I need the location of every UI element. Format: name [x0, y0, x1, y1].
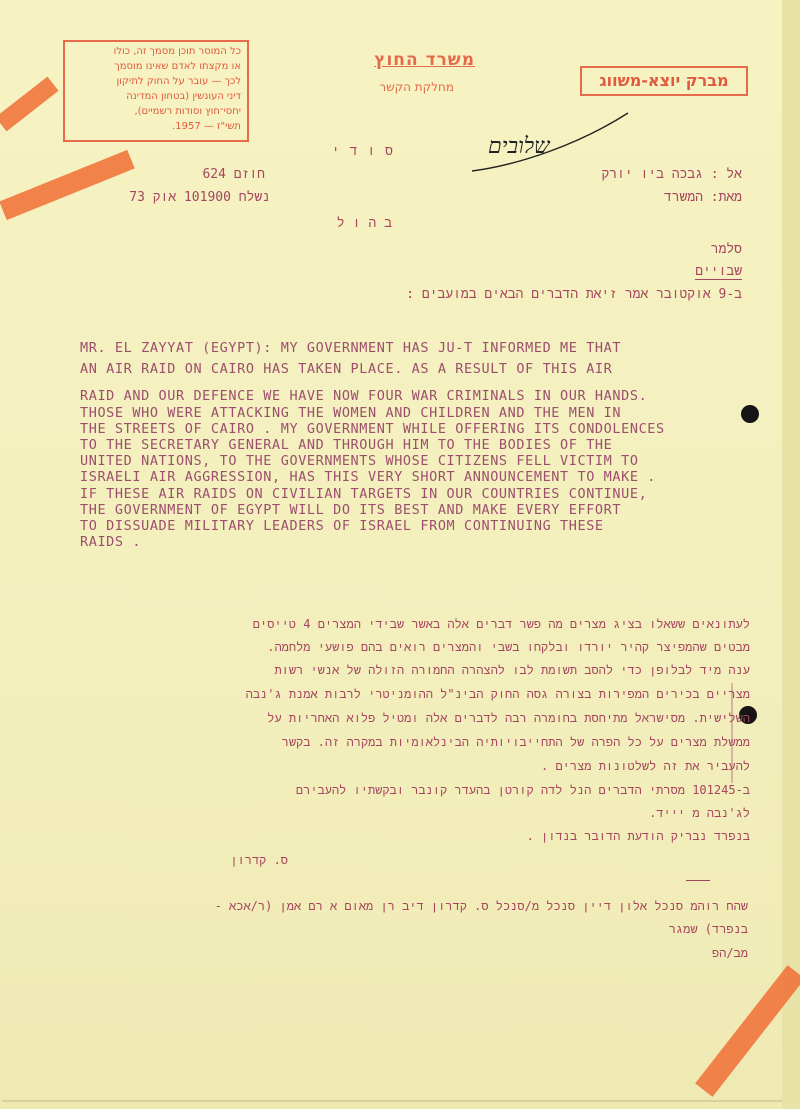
quote-line: RAIDS . [80, 534, 142, 551]
ministry-title: משרד החוץ [374, 50, 475, 70]
stamp-line: כל המוסר תוכן מסמך זה, כולו [113, 46, 241, 57]
intro-line: ב-9 אוקטובר אמר זיאת הדברים הבאים במועבים : [406, 287, 742, 302]
quote-line: TO THE SECRETARY GENERAL AND THROUGH HIM TO THE BODIES OF THE [80, 437, 613, 454]
classification-label: סודי [331, 144, 403, 159]
dispatch-stamp: מברק יוצא-משווג [580, 66, 748, 96]
body-line: להעביר את זה לשלטונות מצרים . [541, 759, 750, 773]
page-edge [782, 0, 800, 1109]
body-line: ענה מיד לבלופן כדי להסב תשומת לבו להצהרה החמורה הזולה של אנשי רשות [274, 663, 750, 677]
quote-line: RAID AND OUR DEFENCE WE HAVE NOW FOUR WAR CRIMINALS IN OUR HANDS. [80, 388, 648, 405]
stamp-line: לכך — עובר על החוק לתיקון [116, 76, 241, 87]
stamp-line: דיני העונשין (בטחון המדינה [126, 91, 241, 102]
quote-line: THE GOVERNMENT OF EGYPT WILL DO ITS BEST AND MAKE EVERY EFFORT [80, 501, 622, 518]
body-line: השלישית. מסישראל מתיחסת בחומרה רבה לדברים אלה ומטיל פלוא האחריות על [267, 711, 750, 725]
quote-line: TO DISSUADE MILITARY LEADERS OF ISRAEL FROM CONTINUING THESE [80, 518, 604, 535]
stamp-line: תשי"ז — 1957. [172, 121, 241, 132]
english-quote [80, 340, 740, 550]
stamp-line: או מקצתו לאדם שאינו מוסמך [114, 61, 241, 72]
handwritten-text: שלובים [488, 134, 550, 159]
distribution-line: שהח רוהמ סנכל אלון דיין סנכל מ/סנכל ס. קדרון דיב רן מאום א רם אמן (ר/אכא - [214, 899, 748, 913]
subject-line: שבויים [695, 264, 742, 279]
legal-warning-stamp [63, 40, 249, 142]
stamp-line: יחסי־חוץ וסודות רשמיים), [134, 106, 241, 117]
body-line: בנפרד נבריק הודעת הדובר בנדון . [526, 829, 750, 843]
cipher-number: חוזם 624 [202, 167, 265, 182]
body-line: ב-101245 מסרתי הדברים הנל לדה קורטן בהעדר קונבר ובקשתיו להעבירם [295, 783, 750, 797]
body-line: ממשלת מצרים על כל הפרה של התחייבויותיה הבינלאומיות במקרה זה. בקשר [281, 735, 750, 749]
body-line: מצריים בכירים המפירות בצורה גסה החוק הבינ"ל ההומניטרי לרבות אמנת ג'נבה [245, 687, 750, 701]
distribution-line: מב/הפ [711, 946, 748, 960]
signature: ס. קדרון [230, 853, 288, 867]
quote-line: IF THESE AIR RAIDS ON CIVILIAN TARGETS IN OUR COUNTRIES CONTINUE, [80, 485, 648, 502]
body-line: לעתונאים ששאלו בציג מצרים מה פשר דברים אלה באשר שבידי המצרים 4 טייסים [252, 617, 750, 631]
urgency-label: בהול [336, 216, 400, 231]
punch-hole [741, 405, 759, 423]
body-line: לג'נבה מ יייד. [649, 806, 750, 820]
to-line: אל : גבכה ביו יורק [601, 167, 742, 182]
from-line: מאת: המשרד [663, 190, 742, 205]
salutation: סלמר [710, 242, 742, 257]
distribution-line: בנפרד) שמגר [668, 922, 748, 936]
body-line: מבטים שהמפיצר קהיר יורדו ובלקחו בשבי והמצרים רואים בהם פושעי מלחמה. [267, 640, 750, 654]
sent-time: נשלח 101900 אוק 73 [129, 190, 270, 205]
separator [686, 880, 710, 881]
quote-line: THE STREETS OF CAIRO . MY GOVERNMENT WHILE OFFERING ITS CONDOLENCES [80, 420, 665, 437]
quote-line: ISRAELI AIR AGGRESSION, HAS THIS VERY SHORT ANNOUNCEMENT TO MAKE . [80, 469, 657, 486]
quote-line: MR. EL ZAYYAT (EGYPT): MY GOVERNMENT HAS JU-T INFORMED ME THAT [80, 340, 622, 356]
department-label: מחלקת הקשר [379, 80, 454, 94]
quote-line: THOSE WHO WERE ATTACKING THE WOMEN AND CHILDREN AND THE MEN IN [80, 404, 622, 421]
quote-line: AN AIR RAID ON CAIRO HAS TAKEN PLACE. AS A RESULT OF THIS AIR [80, 361, 613, 378]
quote-line: UNITED NATIONS, TO THE GOVERNMENTS WHOSE CITIZENS FELL VICTIM TO [80, 453, 639, 470]
